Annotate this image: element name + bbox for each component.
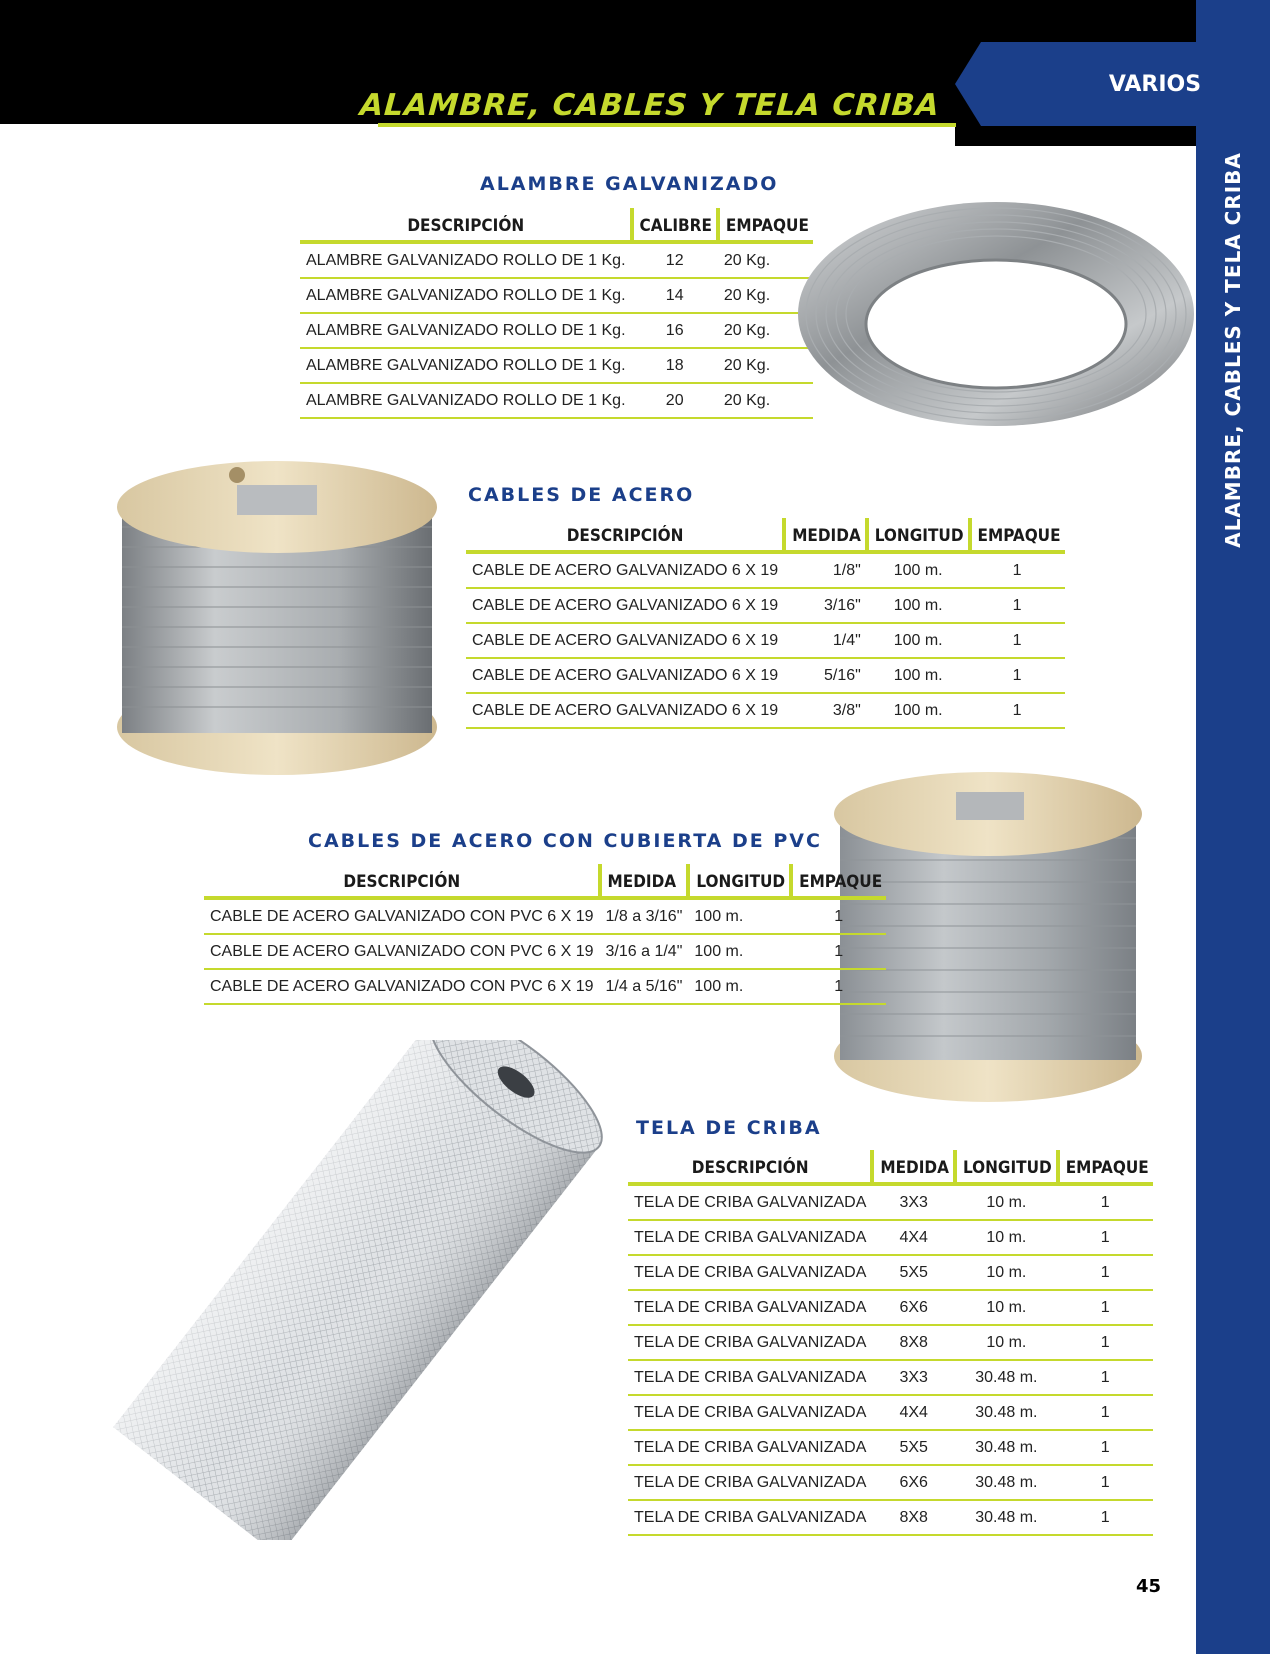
steel-cable-spool-image bbox=[112, 455, 442, 783]
table-row bbox=[628, 1430, 1153, 1465]
table-cell: CABLE DE ACERO GALVANIZADO 6 X 19 bbox=[466, 693, 784, 728]
table-cell: 4X4 bbox=[872, 1220, 955, 1255]
table-cell: 5X5 bbox=[872, 1430, 955, 1465]
table-cell: 30.48 m. bbox=[955, 1360, 1058, 1395]
table-cell: 1 bbox=[1058, 1290, 1153, 1325]
header-longitud: LONGITUD bbox=[867, 518, 970, 552]
table-row bbox=[204, 934, 886, 969]
table-row bbox=[628, 1184, 1153, 1220]
page-number: 45 bbox=[1136, 1576, 1162, 1597]
table-cell: CABLE DE ACERO GALVANIZADO 6 X 19 bbox=[466, 588, 784, 623]
table-cell: 10 m. bbox=[955, 1325, 1058, 1360]
table-cell: 20 Kg. bbox=[718, 313, 813, 348]
table-cell: TELA DE CRIBA GALVANIZADA bbox=[628, 1395, 872, 1430]
table-cell: 3/16" bbox=[784, 588, 867, 623]
table-cell: 1 bbox=[791, 898, 886, 934]
table-cell: 3X3 bbox=[872, 1184, 955, 1220]
table-cell: 1 bbox=[1058, 1220, 1153, 1255]
table-cell: 5/16" bbox=[784, 658, 867, 693]
table-cell: TELA DE CRIBA GALVANIZADA bbox=[628, 1360, 872, 1395]
header-medida: MEDIDA bbox=[872, 1150, 955, 1184]
section-title-cables: CABLES DE ACERO bbox=[468, 484, 695, 506]
header-bar-notch bbox=[955, 124, 1196, 146]
table-row bbox=[628, 1255, 1153, 1290]
table-cell: ALAMBRE GALVANIZADO ROLLO DE 1 Kg. bbox=[300, 242, 632, 278]
header-empaque: EMPAQUE bbox=[1058, 1150, 1153, 1184]
table-row bbox=[300, 242, 813, 278]
table-cell: TELA DE CRIBA GALVANIZADA bbox=[628, 1220, 872, 1255]
table-cell: 6X6 bbox=[872, 1465, 955, 1500]
table-cell: CABLE DE ACERO GALVANIZADO 6 X 19 bbox=[466, 623, 784, 658]
table-cell: 18 bbox=[632, 348, 718, 383]
table-row bbox=[466, 693, 1065, 728]
section-title-cables-pvc: CABLES DE ACERO CON CUBIERTA DE PVC bbox=[308, 830, 822, 852]
table-cell: 20 Kg. bbox=[718, 278, 813, 313]
table-cell: CABLE DE ACERO GALVANIZADO CON PVC 6 X 19 bbox=[204, 934, 600, 969]
table-cell: CABLE DE ACERO GALVANIZADO CON PVC 6 X 19 bbox=[204, 898, 600, 934]
table-cell: 5X5 bbox=[872, 1255, 955, 1290]
table-header-row bbox=[300, 208, 813, 242]
table-cell: 1 bbox=[1058, 1430, 1153, 1465]
table-cell: 30.48 m. bbox=[955, 1465, 1058, 1500]
table-cell: 14 bbox=[632, 278, 718, 313]
table-cell: 10 m. bbox=[955, 1220, 1058, 1255]
table-cell: 10 m. bbox=[955, 1184, 1058, 1220]
table-cell: 1/4 a 5/16" bbox=[600, 969, 689, 1004]
header-descripcion: DESCRIPCIÓN bbox=[691, 1158, 809, 1178]
table-header-row bbox=[466, 518, 1065, 552]
table-cell: TELA DE CRIBA GALVANIZADA bbox=[628, 1465, 872, 1500]
table-cell: 1 bbox=[1058, 1500, 1153, 1535]
wire-coil-image bbox=[796, 196, 1196, 432]
header-empaque: EMPAQUE bbox=[791, 864, 886, 898]
table-cell: 100 m. bbox=[688, 934, 791, 969]
table-cell: 12 bbox=[632, 242, 718, 278]
table-cell: 1/8 a 3/16" bbox=[600, 898, 689, 934]
table-cell: TELA DE CRIBA GALVANIZADA bbox=[628, 1500, 872, 1535]
table-cell: 20 bbox=[632, 383, 718, 418]
tela-table bbox=[628, 1150, 1153, 1536]
table-cell: 1 bbox=[970, 588, 1065, 623]
table-cell: 1/4" bbox=[784, 623, 867, 658]
header-empaque: EMPAQUE bbox=[970, 518, 1065, 552]
table-cell: 100 m. bbox=[867, 693, 970, 728]
table-row bbox=[204, 898, 886, 934]
header-longitud: LONGITUD bbox=[955, 1150, 1058, 1184]
table-row bbox=[300, 348, 813, 383]
table-cell: 1 bbox=[1058, 1465, 1153, 1500]
header-longitud: LONGITUD bbox=[688, 864, 791, 898]
table-cell: 20 Kg. bbox=[718, 383, 813, 418]
table-cell: 6X6 bbox=[872, 1290, 955, 1325]
table-cell: 1 bbox=[970, 623, 1065, 658]
alambre-table bbox=[300, 208, 813, 419]
table-row bbox=[466, 658, 1065, 693]
header-empaque: EMPAQUE bbox=[718, 208, 813, 242]
table-cell: 3X3 bbox=[872, 1360, 955, 1395]
page-title: ALAMBRE, CABLES Y TELA CRIBA bbox=[358, 88, 941, 123]
header-descripcion: DESCRIPCIÓN bbox=[566, 526, 684, 546]
table-row bbox=[628, 1325, 1153, 1360]
title-underline bbox=[378, 123, 956, 127]
table-cell: 1 bbox=[1058, 1360, 1153, 1395]
table-cell: 1 bbox=[791, 969, 886, 1004]
table-row bbox=[628, 1360, 1153, 1395]
table-cell: ALAMBRE GALVANIZADO ROLLO DE 1 Kg. bbox=[300, 348, 632, 383]
table-row bbox=[300, 383, 813, 418]
header-descripcion: DESCRIPCIÓN bbox=[343, 872, 461, 892]
table-cell: 20 Kg. bbox=[718, 242, 813, 278]
table-cell: CABLE DE ACERO GALVANIZADO CON PVC 6 X 19 bbox=[204, 969, 600, 1004]
table-row bbox=[628, 1465, 1153, 1500]
section-title-tela: TELA DE CRIBA bbox=[636, 1117, 822, 1139]
table-cell: ALAMBRE GALVANIZADO ROLLO DE 1 Kg. bbox=[300, 278, 632, 313]
table-cell: 1 bbox=[1058, 1255, 1153, 1290]
header-medida: MEDIDA bbox=[600, 864, 689, 898]
table-cell: TELA DE CRIBA GALVANIZADA bbox=[628, 1325, 872, 1360]
table-cell: 1/8" bbox=[784, 552, 867, 588]
header-medida: MEDIDA bbox=[784, 518, 867, 552]
table-row bbox=[466, 623, 1065, 658]
table-cell: TELA DE CRIBA GALVANIZADA bbox=[628, 1184, 872, 1220]
table-cell: 100 m. bbox=[867, 623, 970, 658]
table-cell: TELA DE CRIBA GALVANIZADA bbox=[628, 1255, 872, 1290]
table-cell: 1 bbox=[1058, 1325, 1153, 1360]
table-header-row bbox=[204, 864, 886, 898]
table-cell: 100 m. bbox=[867, 658, 970, 693]
section-title-alambre: ALAMBRE GALVANIZADO bbox=[480, 173, 779, 195]
table-cell: 100 m. bbox=[867, 588, 970, 623]
table-row bbox=[300, 313, 813, 348]
table-cell: 8X8 bbox=[872, 1325, 955, 1360]
table-row bbox=[628, 1290, 1153, 1325]
header-descripcion: DESCRIPCIÓN bbox=[407, 216, 525, 236]
table-cell: 30.48 m. bbox=[955, 1395, 1058, 1430]
table-cell: 4X4 bbox=[872, 1395, 955, 1430]
table-row bbox=[628, 1500, 1153, 1535]
table-cell: CABLE DE ACERO GALVANIZADO 6 X 19 bbox=[466, 552, 784, 588]
table-cell: 30.48 m. bbox=[955, 1430, 1058, 1465]
table-cell: 10 m. bbox=[955, 1290, 1058, 1325]
cables-pvc-table bbox=[204, 864, 886, 1005]
table-cell: 8X8 bbox=[872, 1500, 955, 1535]
table-cell: 10 m. bbox=[955, 1255, 1058, 1290]
table-cell: 1 bbox=[970, 658, 1065, 693]
table-row bbox=[628, 1395, 1153, 1430]
cables-table bbox=[466, 518, 1065, 729]
table-cell: 100 m. bbox=[688, 898, 791, 934]
table-row bbox=[466, 588, 1065, 623]
table-row bbox=[628, 1220, 1153, 1255]
table-cell: 20 Kg. bbox=[718, 348, 813, 383]
table-row bbox=[204, 969, 886, 1004]
table-cell: 1 bbox=[970, 693, 1065, 728]
table-cell: TELA DE CRIBA GALVANIZADA bbox=[628, 1430, 872, 1465]
table-cell: 30.48 m. bbox=[955, 1500, 1058, 1535]
table-cell: 100 m. bbox=[688, 969, 791, 1004]
table-cell: 3/8" bbox=[784, 693, 867, 728]
table-cell: 1 bbox=[970, 552, 1065, 588]
table-cell: CABLE DE ACERO GALVANIZADO 6 X 19 bbox=[466, 658, 784, 693]
table-cell: 1 bbox=[1058, 1184, 1153, 1220]
table-row bbox=[466, 552, 1065, 588]
category-tab-label: VARIOS bbox=[1108, 72, 1202, 97]
table-header-row bbox=[628, 1150, 1153, 1184]
table-cell: ALAMBRE GALVANIZADO ROLLO DE 1 Kg. bbox=[300, 313, 632, 348]
table-cell: 3/16 a 1/4" bbox=[600, 934, 689, 969]
table-cell: TELA DE CRIBA GALVANIZADA bbox=[628, 1290, 872, 1325]
header-calibre: CALIBRE bbox=[632, 208, 718, 242]
table-cell: 1 bbox=[1058, 1395, 1153, 1430]
table-row bbox=[300, 278, 813, 313]
table-cell: 1 bbox=[791, 934, 886, 969]
table-cell: ALAMBRE GALVANIZADO ROLLO DE 1 Kg. bbox=[300, 383, 632, 418]
side-vertical-title: ALAMBRE, CABLES Y TELA CRIBA bbox=[1221, 152, 1245, 548]
wire-mesh-roll-image bbox=[110, 1040, 610, 1540]
table-cell: 16 bbox=[632, 313, 718, 348]
table-cell: 100 m. bbox=[867, 552, 970, 588]
